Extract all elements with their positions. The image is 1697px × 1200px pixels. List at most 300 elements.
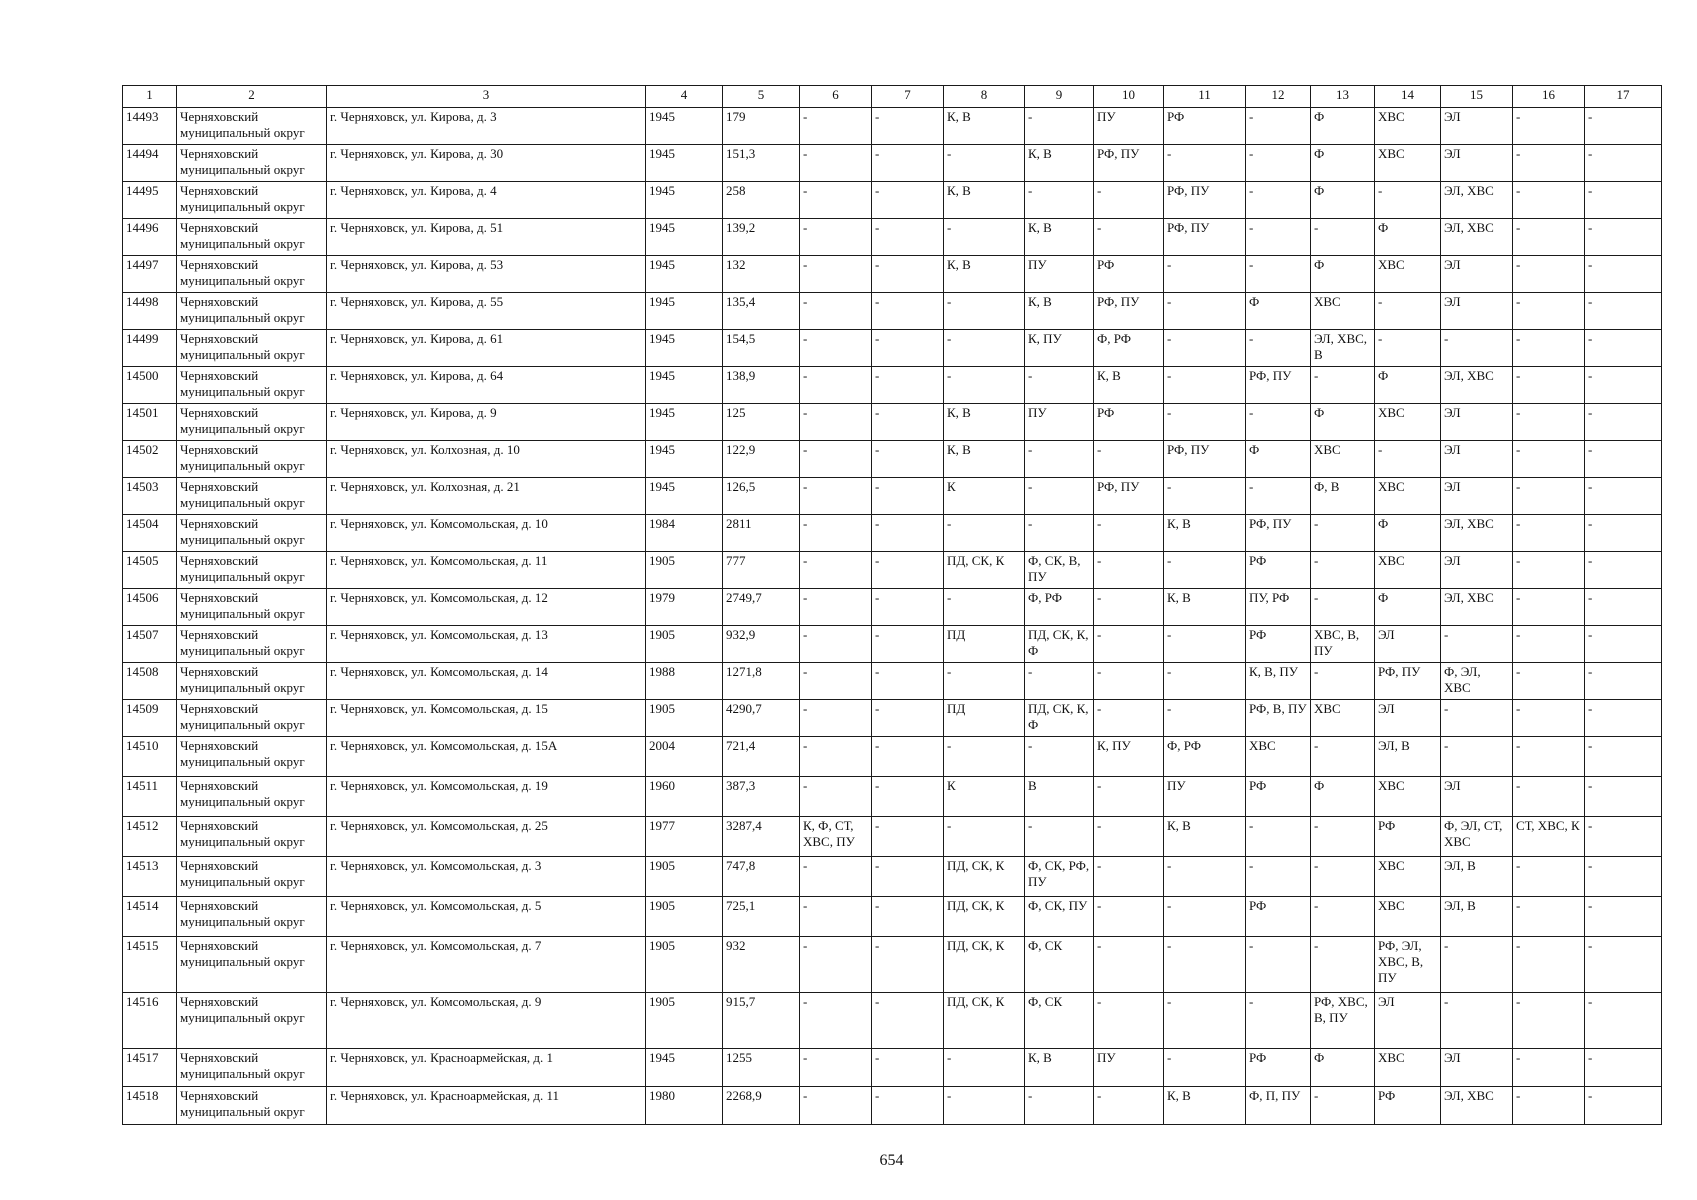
cell-col-16: -: [1513, 937, 1585, 993]
cell-col-9: К, В: [1025, 219, 1094, 256]
cell-col-9: -: [1025, 182, 1094, 219]
table-body: [123, 108, 1662, 1125]
cell-col-12: РФ, ПУ: [1246, 515, 1311, 552]
cell-col-1: 14500: [123, 367, 177, 404]
cell-col-17: -: [1585, 817, 1662, 857]
cell-col-13: Ф: [1311, 777, 1375, 817]
cell-col-9: ПД, СК, К, Ф: [1025, 700, 1094, 737]
cell-col-9: -: [1025, 478, 1094, 515]
cell-col-11: ПУ: [1164, 777, 1246, 817]
cell-col-12: -: [1246, 404, 1311, 441]
cell-col-13: Ф: [1311, 1049, 1375, 1087]
cell-col-5: 132: [723, 256, 800, 293]
cell-col-16: -: [1513, 737, 1585, 777]
cell-col-3: г. Черняховск, ул. Колхозная, д. 10: [327, 441, 646, 478]
table-row: [123, 993, 1662, 1049]
cell-col-17: -: [1585, 330, 1662, 367]
cell-col-4: 1905: [646, 857, 723, 897]
cell-col-10: -: [1094, 700, 1164, 737]
cell-col-7: -: [872, 663, 944, 700]
cell-col-3: г. Черняховск, ул. Кирова, д. 4: [327, 182, 646, 219]
cell-col-16: -: [1513, 145, 1585, 182]
cell-col-12: -: [1246, 108, 1311, 145]
cell-col-14: ХВС: [1375, 145, 1441, 182]
table-row: [123, 108, 1662, 145]
cell-col-6: -: [800, 777, 872, 817]
cell-col-17: -: [1585, 182, 1662, 219]
cell-col-7: -: [872, 404, 944, 441]
cell-col-8: К: [944, 777, 1025, 817]
cell-col-7: -: [872, 515, 944, 552]
cell-col-6: -: [800, 897, 872, 937]
cell-col-9: Ф, РФ: [1025, 589, 1094, 626]
cell-col-3: г. Черняховск, ул. Кирова, д. 55: [327, 293, 646, 330]
cell-col-13: -: [1311, 857, 1375, 897]
cell-col-1: 14504: [123, 515, 177, 552]
cell-col-16: -: [1513, 1087, 1585, 1125]
cell-col-5: 1271,8: [723, 663, 800, 700]
cell-col-16: -: [1513, 515, 1585, 552]
cell-col-12: ХВС: [1246, 737, 1311, 777]
column-header-15: 15: [1441, 86, 1513, 108]
cell-col-1: 14503: [123, 478, 177, 515]
cell-col-9: К, В: [1025, 1049, 1094, 1087]
table-row: [123, 663, 1662, 700]
cell-col-13: -: [1311, 589, 1375, 626]
cell-col-17: -: [1585, 552, 1662, 589]
cell-col-14: ХВС: [1375, 777, 1441, 817]
cell-col-14: Ф: [1375, 367, 1441, 404]
cell-col-16: -: [1513, 293, 1585, 330]
cell-col-15: -: [1441, 700, 1513, 737]
cell-col-8: ПД, СК, К: [944, 993, 1025, 1049]
cell-col-11: -: [1164, 330, 1246, 367]
cell-col-12: -: [1246, 145, 1311, 182]
cell-col-12: РФ: [1246, 777, 1311, 817]
cell-col-2: Черняховский муниципальный округ: [177, 515, 327, 552]
cell-col-3: г. Черняховск, ул. Комсомольская, д. 19: [327, 777, 646, 817]
cell-col-10: -: [1094, 182, 1164, 219]
cell-col-16: -: [1513, 108, 1585, 145]
cell-col-12: РФ, ПУ: [1246, 367, 1311, 404]
cell-col-14: ХВС: [1375, 404, 1441, 441]
cell-col-11: К, В: [1164, 515, 1246, 552]
cell-col-11: -: [1164, 993, 1246, 1049]
table-row: [123, 515, 1662, 552]
cell-col-15: ЭЛ: [1441, 108, 1513, 145]
cell-col-12: -: [1246, 182, 1311, 219]
cell-col-5: 2811: [723, 515, 800, 552]
cell-col-13: Ф: [1311, 256, 1375, 293]
cell-col-7: -: [872, 897, 944, 937]
cell-col-12: -: [1246, 993, 1311, 1049]
cell-col-3: г. Черняховск, ул. Комсомольская, д. 14: [327, 663, 646, 700]
cell-col-14: РФ: [1375, 817, 1441, 857]
cell-col-6: -: [800, 737, 872, 777]
column-header-12: 12: [1246, 86, 1311, 108]
cell-col-4: 2004: [646, 737, 723, 777]
cell-col-17: -: [1585, 1049, 1662, 1087]
cell-col-3: г. Черняховск, ул. Комсомольская, д. 25: [327, 817, 646, 857]
cell-col-2: Черняховский муниципальный округ: [177, 256, 327, 293]
cell-col-11: Ф, РФ: [1164, 737, 1246, 777]
cell-col-10: -: [1094, 857, 1164, 897]
cell-col-15: -: [1441, 626, 1513, 663]
cell-col-2: Черняховский муниципальный округ: [177, 478, 327, 515]
cell-col-11: -: [1164, 145, 1246, 182]
cell-col-10: -: [1094, 993, 1164, 1049]
cell-col-4: 1945: [646, 108, 723, 145]
cell-col-9: ПУ: [1025, 256, 1094, 293]
cell-col-3: г. Черняховск, ул. Кирова, д. 30: [327, 145, 646, 182]
cell-col-15: -: [1441, 737, 1513, 777]
cell-col-9: -: [1025, 515, 1094, 552]
cell-col-1: 14518: [123, 1087, 177, 1125]
cell-col-13: -: [1311, 897, 1375, 937]
cell-col-13: Ф: [1311, 108, 1375, 145]
cell-col-7: -: [872, 589, 944, 626]
cell-col-8: -: [944, 145, 1025, 182]
cell-col-13: -: [1311, 219, 1375, 256]
column-header-7: 7: [872, 86, 944, 108]
cell-col-16: СТ, ХВС, К: [1513, 817, 1585, 857]
column-header-6: 6: [800, 86, 872, 108]
cell-col-4: 1988: [646, 663, 723, 700]
cell-col-14: -: [1375, 330, 1441, 367]
cell-col-7: -: [872, 367, 944, 404]
cell-col-5: 725,1: [723, 897, 800, 937]
cell-col-8: К, В: [944, 256, 1025, 293]
cell-col-4: 1977: [646, 817, 723, 857]
cell-col-13: ХВС, В, ПУ: [1311, 626, 1375, 663]
cell-col-17: -: [1585, 777, 1662, 817]
page-number: 654: [879, 1152, 904, 1169]
cell-col-12: РФ: [1246, 897, 1311, 937]
cell-col-13: Ф: [1311, 404, 1375, 441]
column-header-1: 1: [123, 86, 177, 108]
cell-col-2: Черняховский муниципальный округ: [177, 1049, 327, 1087]
cell-col-6: -: [800, 937, 872, 993]
cell-col-13: -: [1311, 737, 1375, 777]
cell-col-5: 138,9: [723, 367, 800, 404]
cell-col-15: ЭЛ: [1441, 256, 1513, 293]
cell-col-3: г. Черняховск, ул. Кирова, д. 51: [327, 219, 646, 256]
cell-col-2: Черняховский муниципальный округ: [177, 1087, 327, 1125]
cell-col-7: -: [872, 937, 944, 993]
cell-col-2: Черняховский муниципальный округ: [177, 182, 327, 219]
cell-col-4: 1945: [646, 367, 723, 404]
table-row: [123, 589, 1662, 626]
cell-col-4: 1980: [646, 1087, 723, 1125]
cell-col-14: Ф: [1375, 589, 1441, 626]
cell-col-1: 14497: [123, 256, 177, 293]
cell-col-2: Черняховский муниципальный округ: [177, 857, 327, 897]
cell-col-14: ЭЛ, В: [1375, 737, 1441, 777]
cell-col-17: -: [1585, 897, 1662, 937]
cell-col-12: -: [1246, 817, 1311, 857]
cell-col-3: г. Черняховск, ул. Комсомольская, д. 5: [327, 897, 646, 937]
cell-col-11: -: [1164, 404, 1246, 441]
cell-col-2: Черняховский муниципальный округ: [177, 937, 327, 993]
cell-col-1: 14501: [123, 404, 177, 441]
table-row: [123, 937, 1662, 993]
cell-col-16: -: [1513, 256, 1585, 293]
cell-col-8: -: [944, 293, 1025, 330]
cell-col-6: -: [800, 293, 872, 330]
cell-col-4: 1945: [646, 441, 723, 478]
cell-col-10: РФ, ПУ: [1094, 145, 1164, 182]
cell-col-11: -: [1164, 367, 1246, 404]
cell-col-1: 14506: [123, 589, 177, 626]
cell-col-3: г. Черняховск, ул. Комсомольская, д. 13: [327, 626, 646, 663]
cell-col-10: -: [1094, 515, 1164, 552]
cell-col-11: -: [1164, 552, 1246, 589]
cell-col-6: -: [800, 478, 872, 515]
cell-col-2: Черняховский муниципальный округ: [177, 626, 327, 663]
column-header-3: 3: [327, 86, 646, 108]
cell-col-2: Черняховский муниципальный округ: [177, 993, 327, 1049]
cell-col-6: -: [800, 857, 872, 897]
cell-col-14: РФ: [1375, 1087, 1441, 1125]
cell-col-2: Черняховский муниципальный округ: [177, 367, 327, 404]
cell-col-13: РФ, ХВС, В, ПУ: [1311, 993, 1375, 1049]
cell-col-5: 122,9: [723, 441, 800, 478]
cell-col-13: ХВС: [1311, 293, 1375, 330]
cell-col-7: -: [872, 330, 944, 367]
cell-col-14: ХВС: [1375, 256, 1441, 293]
cell-col-11: -: [1164, 293, 1246, 330]
cell-col-6: -: [800, 367, 872, 404]
cell-col-8: К, В: [944, 108, 1025, 145]
cell-col-16: -: [1513, 993, 1585, 1049]
cell-col-10: -: [1094, 937, 1164, 993]
cell-col-9: -: [1025, 108, 1094, 145]
table-row: [123, 478, 1662, 515]
cell-col-5: 932: [723, 937, 800, 993]
cell-col-6: -: [800, 1049, 872, 1087]
cell-col-11: К, В: [1164, 589, 1246, 626]
cell-col-9: Ф, СК, РФ, ПУ: [1025, 857, 1094, 897]
cell-col-2: Черняховский муниципальный округ: [177, 589, 327, 626]
cell-col-4: 1960: [646, 777, 723, 817]
cell-col-8: ПД: [944, 626, 1025, 663]
cell-col-8: ПД: [944, 700, 1025, 737]
cell-col-1: 14515: [123, 937, 177, 993]
column-header-4: 4: [646, 86, 723, 108]
cell-col-2: Черняховский муниципальный округ: [177, 404, 327, 441]
cell-col-15: ЭЛ: [1441, 478, 1513, 515]
cell-col-6: -: [800, 330, 872, 367]
cell-col-14: ХВС: [1375, 108, 1441, 145]
cell-col-15: ЭЛ, ХВС: [1441, 219, 1513, 256]
cell-col-16: -: [1513, 857, 1585, 897]
cell-col-11: -: [1164, 700, 1246, 737]
cell-col-7: -: [872, 700, 944, 737]
cell-col-12: РФ: [1246, 1049, 1311, 1087]
cell-col-15: ЭЛ, ХВС: [1441, 515, 1513, 552]
table-row: [123, 777, 1662, 817]
cell-col-9: К, В: [1025, 293, 1094, 330]
cell-col-2: Черняховский муниципальный округ: [177, 108, 327, 145]
cell-col-11: К, В: [1164, 817, 1246, 857]
table-row: [123, 857, 1662, 897]
cell-col-6: -: [800, 589, 872, 626]
cell-col-9: Ф, СК, В, ПУ: [1025, 552, 1094, 589]
cell-col-5: 4290,7: [723, 700, 800, 737]
cell-col-17: -: [1585, 589, 1662, 626]
cell-col-14: ХВС: [1375, 1049, 1441, 1087]
cell-col-12: Ф: [1246, 293, 1311, 330]
cell-col-15: ЭЛ, В: [1441, 857, 1513, 897]
cell-col-10: РФ, ПУ: [1094, 293, 1164, 330]
cell-col-15: Ф, ЭЛ, ХВС: [1441, 663, 1513, 700]
cell-col-2: Черняховский муниципальный округ: [177, 219, 327, 256]
cell-col-6: К, Ф, СТ, ХВС, ПУ: [800, 817, 872, 857]
cell-col-7: -: [872, 857, 944, 897]
table-row: [123, 330, 1662, 367]
cell-col-9: К, ПУ: [1025, 330, 1094, 367]
cell-col-9: Ф, СК: [1025, 937, 1094, 993]
header-row: [123, 86, 1662, 108]
cell-col-6: -: [800, 256, 872, 293]
cell-col-7: -: [872, 441, 944, 478]
cell-col-6: -: [800, 145, 872, 182]
cell-col-4: 1945: [646, 256, 723, 293]
cell-col-16: -: [1513, 330, 1585, 367]
cell-col-3: г. Черняховск, ул. Комсомольская, д. 3: [327, 857, 646, 897]
cell-col-4: 1945: [646, 404, 723, 441]
cell-col-6: -: [800, 219, 872, 256]
cell-col-2: Черняховский муниципальный округ: [177, 897, 327, 937]
cell-col-3: г. Черняховск, ул. Кирова, д. 53: [327, 256, 646, 293]
cell-col-10: -: [1094, 626, 1164, 663]
cell-col-3: г. Черняховск, ул. Комсомольская, д. 11: [327, 552, 646, 589]
cell-col-11: РФ, ПУ: [1164, 441, 1246, 478]
cell-col-5: 258: [723, 182, 800, 219]
cell-col-5: 2268,9: [723, 1087, 800, 1125]
cell-col-17: -: [1585, 108, 1662, 145]
cell-col-15: ЭЛ, ХВС: [1441, 367, 1513, 404]
cell-col-4: 1905: [646, 552, 723, 589]
cell-col-7: -: [872, 145, 944, 182]
cell-col-2: Черняховский муниципальный округ: [177, 817, 327, 857]
cell-col-13: -: [1311, 367, 1375, 404]
cell-col-1: 14510: [123, 737, 177, 777]
cell-col-8: -: [944, 330, 1025, 367]
cell-col-14: РФ, ЭЛ, ХВС, В, ПУ: [1375, 937, 1441, 993]
cell-col-16: -: [1513, 219, 1585, 256]
cell-col-4: 1945: [646, 330, 723, 367]
cell-col-13: Ф: [1311, 182, 1375, 219]
table-row: [123, 219, 1662, 256]
cell-col-17: -: [1585, 737, 1662, 777]
cell-col-16: -: [1513, 897, 1585, 937]
cell-col-10: ПУ: [1094, 1049, 1164, 1087]
cell-col-4: 1945: [646, 293, 723, 330]
cell-col-7: -: [872, 182, 944, 219]
cell-col-13: -: [1311, 817, 1375, 857]
cell-col-8: К, В: [944, 182, 1025, 219]
cell-col-9: -: [1025, 817, 1094, 857]
cell-col-10: К, ПУ: [1094, 737, 1164, 777]
cell-col-7: -: [872, 293, 944, 330]
cell-col-9: -: [1025, 1087, 1094, 1125]
cell-col-12: Ф: [1246, 441, 1311, 478]
cell-col-10: -: [1094, 897, 1164, 937]
cell-col-6: -: [800, 441, 872, 478]
cell-col-5: 151,3: [723, 145, 800, 182]
cell-col-5: 777: [723, 552, 800, 589]
cell-col-15: ЭЛ: [1441, 404, 1513, 441]
cell-col-14: ХВС: [1375, 552, 1441, 589]
column-header-9: 9: [1025, 86, 1094, 108]
cell-col-14: -: [1375, 293, 1441, 330]
cell-col-10: -: [1094, 441, 1164, 478]
table-row: [123, 441, 1662, 478]
cell-col-10: -: [1094, 589, 1164, 626]
cell-col-16: -: [1513, 478, 1585, 515]
cell-col-5: 135,4: [723, 293, 800, 330]
cell-col-12: -: [1246, 219, 1311, 256]
cell-col-10: -: [1094, 777, 1164, 817]
cell-col-13: -: [1311, 515, 1375, 552]
cell-col-5: 139,2: [723, 219, 800, 256]
cell-col-17: -: [1585, 256, 1662, 293]
cell-col-1: 14493: [123, 108, 177, 145]
cell-col-14: Ф: [1375, 515, 1441, 552]
cell-col-17: -: [1585, 857, 1662, 897]
cell-col-1: 14507: [123, 626, 177, 663]
table-row: [123, 256, 1662, 293]
cell-col-14: -: [1375, 441, 1441, 478]
cell-col-6: -: [800, 626, 872, 663]
cell-col-3: г. Черняховск, ул. Комсомольская, д. 15: [327, 700, 646, 737]
cell-col-1: 14517: [123, 1049, 177, 1087]
cell-col-1: 14508: [123, 663, 177, 700]
cell-col-1: 14514: [123, 897, 177, 937]
cell-col-6: -: [800, 700, 872, 737]
cell-col-2: Черняховский муниципальный округ: [177, 293, 327, 330]
cell-col-2: Черняховский муниципальный округ: [177, 330, 327, 367]
cell-col-3: г. Черняховск, ул. Комсомольская, д. 7: [327, 937, 646, 993]
cell-col-17: -: [1585, 515, 1662, 552]
cell-col-7: -: [872, 737, 944, 777]
cell-col-11: -: [1164, 256, 1246, 293]
cell-col-8: К: [944, 478, 1025, 515]
cell-col-9: -: [1025, 441, 1094, 478]
cell-col-16: -: [1513, 589, 1585, 626]
cell-col-15: Ф, ЭЛ, СТ, ХВС: [1441, 817, 1513, 857]
cell-col-4: 1905: [646, 937, 723, 993]
cell-col-12: -: [1246, 937, 1311, 993]
table-row: [123, 737, 1662, 777]
cell-col-12: -: [1246, 857, 1311, 897]
cell-col-16: -: [1513, 1049, 1585, 1087]
cell-col-17: -: [1585, 663, 1662, 700]
cell-col-15: ЭЛ, В: [1441, 897, 1513, 937]
cell-col-13: -: [1311, 937, 1375, 993]
table-row: [123, 404, 1662, 441]
cell-col-4: 1945: [646, 182, 723, 219]
cell-col-5: 1255: [723, 1049, 800, 1087]
cell-col-7: -: [872, 626, 944, 663]
table-row: [123, 367, 1662, 404]
cell-col-16: -: [1513, 700, 1585, 737]
cell-col-2: Черняховский муниципальный округ: [177, 737, 327, 777]
cell-col-3: г. Черняховск, ул. Красноармейская, д. 11: [327, 1087, 646, 1125]
cell-col-13: Ф, В: [1311, 478, 1375, 515]
column-header-8: 8: [944, 86, 1025, 108]
